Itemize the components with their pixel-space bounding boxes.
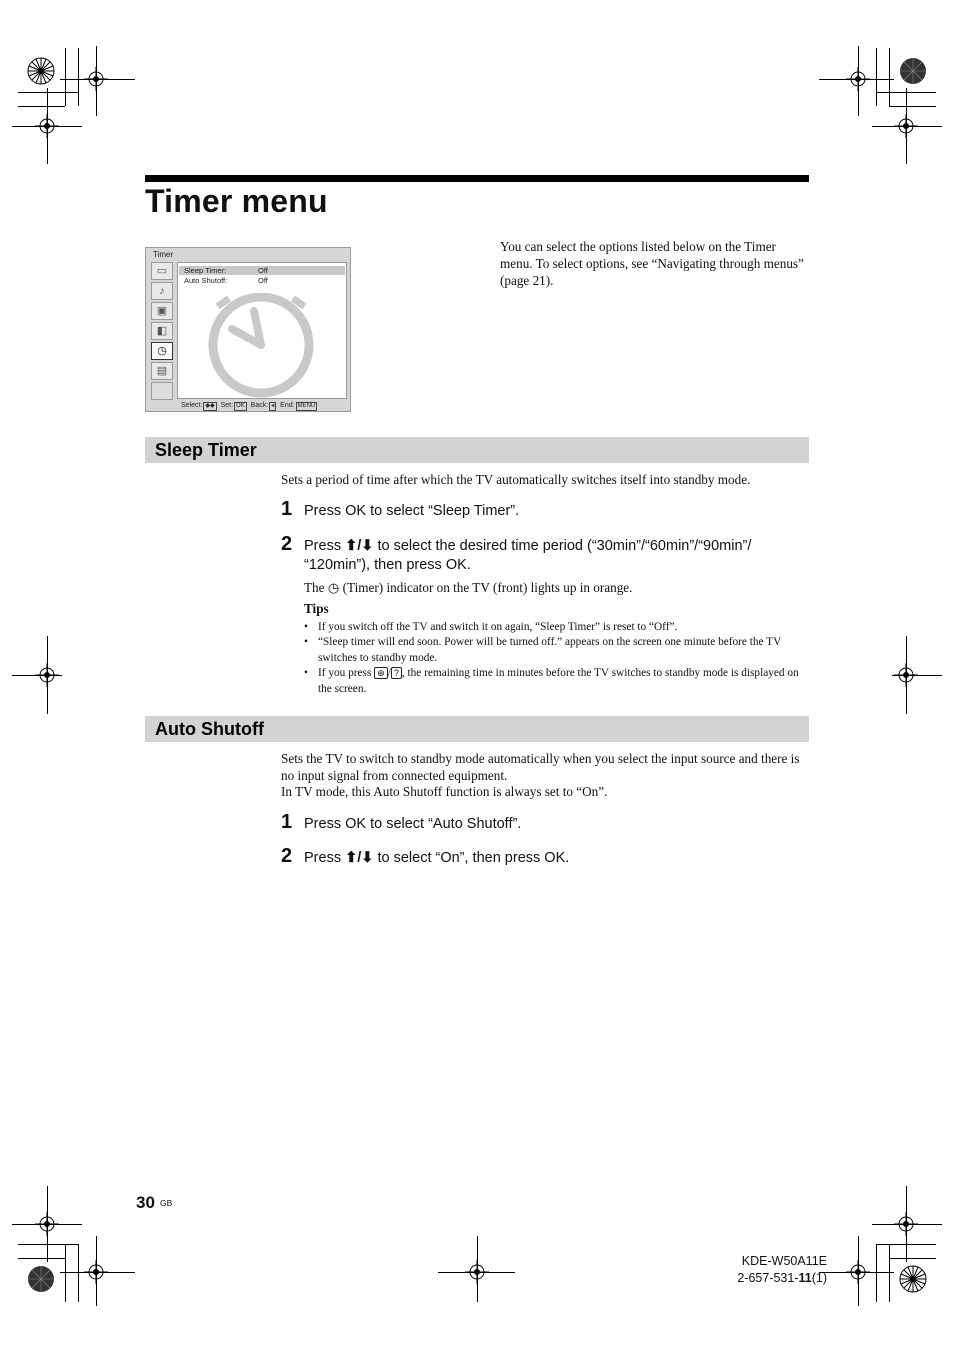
features-menu-icon: ◧ [151, 322, 173, 340]
sleep-timer-step-2 [304, 537, 809, 575]
step-text-part: Press [304, 850, 342, 866]
osd-footer-set-label: Set: [220, 402, 234, 409]
tip-item [304, 620, 809, 636]
note-text-part: The [304, 580, 325, 595]
setup-menu-icon: ▤ [151, 362, 173, 380]
step-number: 2 [281, 533, 293, 555]
tip-item [304, 635, 809, 666]
step-text-part: to select the desired time period (“30min”/“60min”/“90min”/ “120min”), then press OK. [304, 538, 752, 573]
up-down-arrow-icon: ⬆/⬇ [345, 538, 374, 554]
timer-menu-icon: ◷ [151, 342, 173, 360]
osd-footer-menu-key: MENU [297, 403, 316, 409]
registration-sunburst-icon [27, 1265, 55, 1293]
sleep-timer-description: Sets a period of time after which the TV automatically switches itself into standby mode. [281, 472, 751, 487]
osd-icon-column [149, 262, 175, 402]
blank-menu-icon [151, 382, 173, 400]
note-text-part: (Timer) indicator on the TV (front) lights up in orange. [342, 580, 633, 595]
step-number: 2 [281, 845, 293, 867]
sleep-timer-step-1: Press OK to select “Sleep Timer”. [304, 503, 520, 519]
section-header-sleep-timer [145, 437, 809, 463]
up-down-arrow-icon: ⬆/⬇ [345, 850, 374, 866]
tip-text: “Sleep timer will end soon. Power will be turned off.” appears on the screen one minute before the TV switches to standby mode. [318, 636, 782, 664]
step-text-part: to select “On”, then press OK. [377, 850, 570, 866]
part-code-revision: 11 [798, 1271, 812, 1285]
clock-watermark-icon [196, 293, 326, 398]
tip-text: , the remaining time in minutes before the TV switches to standby mode is displayed on the screen. [318, 667, 799, 695]
osd-row-auto-shutoff: Auto Shutoff: [184, 276, 228, 285]
screen-menu-icon: ▣ [151, 302, 173, 320]
auto-shutoff-tv-mode-note: In TV mode, this Auto Shutoff function is always set to “On”. [281, 784, 608, 799]
section-title: Auto Shutoff [155, 719, 264, 739]
timer-menu-screenshot [145, 247, 351, 412]
registration-sunburst-icon [899, 57, 927, 85]
step-text-part: Press [304, 538, 342, 554]
part-code-prefix: 2-657-531- [737, 1271, 799, 1285]
bullet-icon: • [304, 667, 308, 679]
timer-icon: ◷ [327, 580, 340, 595]
bullet-icon: • [304, 621, 308, 633]
back-arrow-key-icon: ◂ [271, 403, 275, 409]
osd-footer-ok-key: OK [236, 403, 245, 409]
bullet-icon: • [304, 636, 308, 648]
model-code: KDE-W50A11E [741, 1254, 827, 1268]
part-code-suffix: (1) [811, 1271, 827, 1285]
registration-sunburst-icon [899, 1265, 927, 1293]
osd-footer-back-label: Back: [250, 402, 269, 409]
osd-footer-end-label: End: [280, 402, 295, 409]
help-button-icon: ? [391, 667, 402, 679]
tips-heading: Tips [304, 601, 329, 616]
osd-footer [181, 402, 319, 411]
osd-row-sleep-timer-value: Off [258, 266, 268, 275]
picture-menu-icon: ▭ [151, 262, 173, 280]
osd-footer-select-label: Select: [181, 402, 203, 409]
osd-panel [177, 262, 347, 399]
registration-sunburst-icon [27, 57, 55, 85]
osd-row-sleep-timer: Sleep Timer: [184, 266, 227, 275]
part-code [704, 1271, 827, 1285]
tip-text: If you switch off the TV and switch it on again, “Sleep Timer” is reset to “Off”. [318, 621, 678, 633]
section-title: Sleep Timer [155, 440, 257, 460]
title-rule [145, 175, 809, 182]
page-number: 30 [136, 1193, 155, 1212]
sound-menu-icon: ♪ [151, 282, 173, 300]
auto-shutoff-step-2 [304, 849, 809, 868]
intro-paragraph: You can select the options listed below on the Timer menu. To select options, see “Navigating through menus” (page 21). [500, 239, 804, 288]
page-title: Timer menu [145, 183, 328, 219]
auto-shutoff-step-1: Press OK to select “Auto Shutoff”. [304, 816, 522, 832]
tip-item: • If you press ⊕ / ? , the remaining time in minutes before the TV switches to standby mode is displayed on the screen. [304, 667, 799, 695]
section-header-auto-shutoff [145, 716, 809, 742]
step-number: 1 [281, 811, 293, 833]
timer-indicator-note [304, 580, 809, 596]
arrow-keys-icon: ◆◆ [205, 403, 215, 409]
page-language-suffix: GB [160, 1198, 173, 1208]
osd-title: Timer [153, 250, 174, 259]
step-number: 1 [281, 498, 293, 520]
tip-text: If you press [318, 667, 372, 679]
osd-row-auto-shutoff-value: Off [258, 276, 268, 285]
info-button-icon: ⊕ [374, 667, 388, 679]
auto-shutoff-description: Sets the TV to switch to standby mode automatically when you select the input source and there is no input signal from connected equipment. [281, 751, 800, 783]
